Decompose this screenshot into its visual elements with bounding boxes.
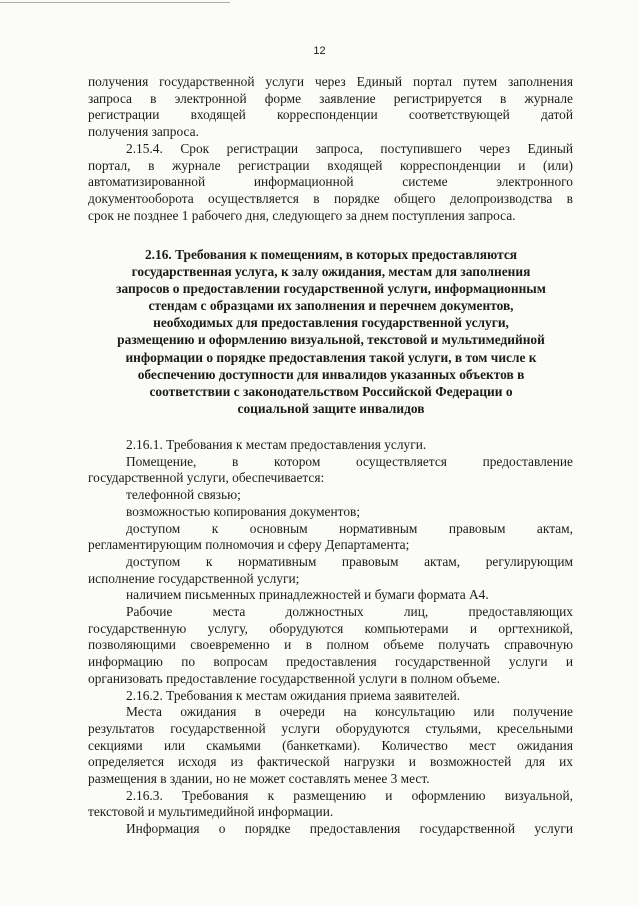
page-number: 12 — [313, 45, 326, 57]
section-heading-2-16 — [92, 246, 570, 417]
text-line: информацию по вопросам предоставления государственной услуги и — [88, 654, 573, 670]
text-line: Рабочие места должностных лиц, предоставляющих — [126, 604, 573, 620]
body-text-top — [88, 74, 573, 224]
heading-line: соответствии с законодательством Российской Федерации о — [149, 383, 513, 399]
heading-line: размещению и оформлению визуальной, текстовой и мультимедийной — [117, 332, 545, 348]
text-line: 2.15.4. Срок регистрации запроса, поступившего через Единый — [126, 140, 573, 156]
heading-line: государственная услуга, к залу ожидания, местам для заполнения — [131, 264, 531, 280]
body-text-bottom — [88, 437, 573, 838]
text-line: размещения в здании, но не может составлять менее 3 мест. — [88, 771, 430, 787]
text-line: определяется исходя из фактической нагрузки и возможностей для их — [88, 754, 573, 770]
text-line: Помещение, в котором осуществляется предоставление — [126, 453, 573, 469]
text-line: 2.16.2. Требования к местам ожидания приема заявителей. — [126, 687, 461, 703]
text-line: регистрации входящей корреспонденции соответствующей датой — [88, 107, 573, 123]
text-line: наличием письменных принадлежностей и бумаги формата А4. — [126, 587, 489, 603]
text-line: телефонной связью; — [126, 487, 241, 503]
heading-line: запросов о предоставлении государственной услуги, информационным — [116, 281, 546, 297]
text-line: срок не позднее 1 рабочего дня, следующего за днем поступления запроса. — [88, 207, 516, 223]
text-line: секциями или скамьями (банкетками). Количество мест ожидания — [88, 737, 573, 753]
heading-line: стендам с образцами их заполнения и перечнем документов, — [148, 298, 514, 314]
text-line: Информация о порядке предоставления государственной услуги — [126, 821, 573, 837]
text-line: возможностью копирования документов; — [126, 503, 361, 519]
text-line: текстовой и мультимедийной информации. — [88, 804, 334, 820]
heading-line: социальной защите инвалидов — [237, 400, 425, 416]
heading-line: необходимых для предоставления государственной услуги, — [153, 315, 509, 331]
text-line: запроса в электронной форме заявление регистрируется в журнале — [88, 90, 573, 106]
heading-line: 2.16. Требования к помещениям, в которых предоставляются — [144, 247, 518, 262]
text-line: 2.16.1. Требования к местам предоставления услуги. — [126, 437, 427, 452]
text-line: получения запроса. — [88, 124, 199, 140]
text-line: организовать предоставление государственной услуги в полном объеме. — [88, 670, 500, 686]
heading-line: информации о порядке предоставления такой услуги, в том числе к — [125, 349, 537, 365]
text-line: государственной услуги, обеспечивается: — [88, 470, 325, 486]
text-line: портал, в журнале регистрации входящей корреспонденции и (или) — [88, 157, 573, 173]
text-line: автоматизированной информационной системе электронного — [88, 174, 573, 190]
text-line: доступом к основным нормативным правовым актам, — [126, 520, 573, 536]
text-line: результатов государственной услуги оборудуются стульями, кресельными — [88, 720, 573, 736]
text-line: получения государственной услуги через Единый портал путем заполнения — [88, 74, 573, 89]
heading-line: обеспечению доступности для инвалидов указанных объектов в — [137, 366, 525, 382]
text-line: 2.16.3. Требования к размещению и оформлению визуальной, — [126, 787, 573, 803]
text-line: государственную услугу, оборудуются компьютерами и оргтехникой, — [88, 620, 573, 636]
text-line: позволяющими своевременно и в полном объеме получать справочную — [88, 637, 573, 653]
text-line: регламентирующим полномочия и сферу Департамента; — [88, 537, 410, 553]
text-line: доступом к нормативным правовым актам, регулирующим — [126, 553, 573, 569]
text-line: Места ожидания в очереди на консультацию или получение — [126, 704, 573, 720]
text-line: исполнение государственной услуги; — [88, 570, 300, 586]
text-line: документооборота осуществляется в порядке общего делопроизводства в — [88, 190, 573, 206]
scan-edge-line — [0, 0, 230, 3]
